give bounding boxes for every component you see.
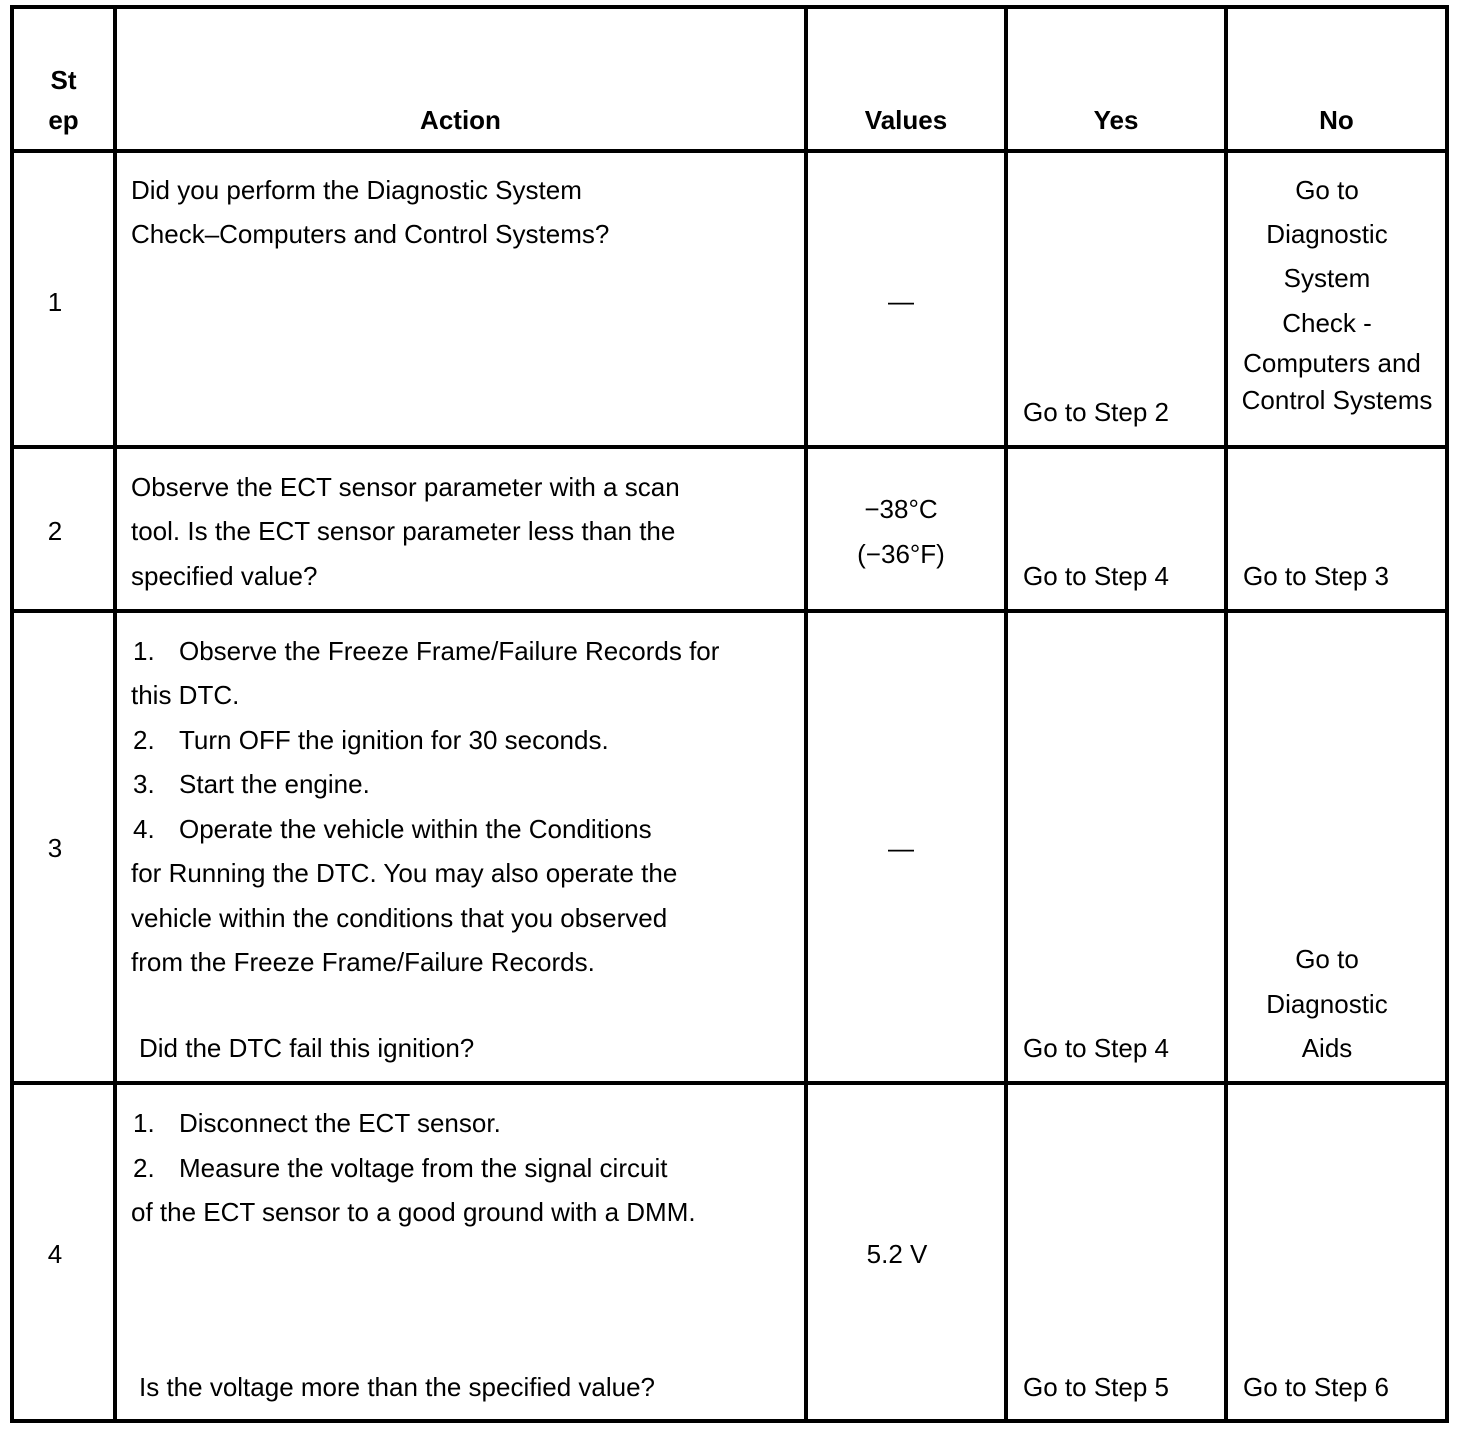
row2-action-line2: tool. Is the ECT sensor parameter less than the — [131, 516, 676, 546]
header-values: Values — [864, 105, 948, 135]
header-no: No — [1319, 105, 1354, 135]
row1-no-line5: Computers and — [1243, 348, 1421, 378]
row3-action-line4: Start the engine. — [179, 769, 370, 799]
row4-action-line3: of the ECT sensor to a good ground with a DMM. — [131, 1197, 696, 1227]
row1-no-line4: Check - — [1282, 308, 1372, 338]
row3-action-line3: Turn OFF the ignition for 30 seconds. — [179, 725, 609, 755]
row4-action-num2: 2. — [133, 1153, 155, 1183]
row1-action-line1: Did you perform the Diagnostic System — [131, 175, 582, 205]
row3-action-num3: 3. — [133, 769, 155, 799]
row4-value: 5.2 V — [866, 1239, 928, 1269]
row3-no-line1: Go to — [1295, 944, 1359, 974]
row3-no-line2: Diagnostic — [1266, 989, 1388, 1019]
row3-question: Did the DTC fail this ignition? — [139, 1033, 475, 1063]
row3-action-line8: from the Freeze Frame/Failure Records. — [131, 947, 595, 977]
row4-yes: Go to Step 5 — [1023, 1372, 1169, 1402]
row4-no: Go to Step 6 — [1243, 1372, 1389, 1402]
row3-yes: Go to Step 4 — [1023, 1033, 1169, 1063]
row2-step: 2 — [47, 516, 63, 546]
row3-no-line3: Aids — [1301, 1033, 1353, 1063]
row3-action-line1: Observe the Freeze Frame/Failure Records for — [179, 636, 720, 666]
header-step-line2: ep — [48, 105, 79, 135]
row2-action-line3: specified value? — [131, 561, 318, 591]
row1-yes: Go to Step 2 — [1023, 397, 1169, 427]
row3-action-line5: Operate the vehicle within the Conditions — [179, 814, 652, 844]
row4-action-line2: Measure the voltage from the signal circuit — [179, 1153, 668, 1183]
row2-no: Go to Step 3 — [1243, 561, 1389, 591]
row3-action-num2: 2. — [133, 725, 155, 755]
row4-action-num1: 1. — [133, 1108, 155, 1138]
row3-action-line6: for Running the DTC. You may also operate the — [131, 858, 678, 888]
row3-action-num4: 4. — [133, 814, 155, 844]
row1-no-line2: Diagnostic — [1266, 219, 1388, 249]
row4-step: 4 — [47, 1239, 63, 1269]
row3-action-line2: this DTC. — [131, 680, 240, 710]
row1-no-line6: Control Systems — [1241, 385, 1433, 415]
row1-value: — — [888, 286, 914, 316]
row1-action-line2: Check–Computers and Control Systems? — [131, 219, 610, 249]
row2-yes: Go to Step 4 — [1023, 561, 1169, 591]
row3-step: 3 — [47, 833, 63, 863]
header-step-line1: St — [50, 65, 77, 95]
row3-action-line7: vehicle within the conditions that you observed — [131, 903, 668, 933]
header-action: Action — [420, 105, 501, 135]
row1-no-line1: Go to — [1295, 175, 1359, 205]
row3-value: — — [888, 833, 914, 863]
row2-value-line1: −38°C — [864, 494, 938, 524]
row1-no-line3: System — [1283, 263, 1371, 293]
row4-action-line1: Disconnect the ECT sensor. — [179, 1108, 501, 1138]
row2-action-line1: Observe the ECT sensor parameter with a scan — [131, 472, 680, 502]
row3-action-num1: 1. — [133, 636, 155, 666]
header-yes: Yes — [1093, 105, 1139, 135]
row1-step: 1 — [47, 287, 63, 317]
row2-value-line2: (−36°F) — [857, 539, 945, 569]
row4-question: Is the voltage more than the specified value? — [139, 1372, 655, 1402]
